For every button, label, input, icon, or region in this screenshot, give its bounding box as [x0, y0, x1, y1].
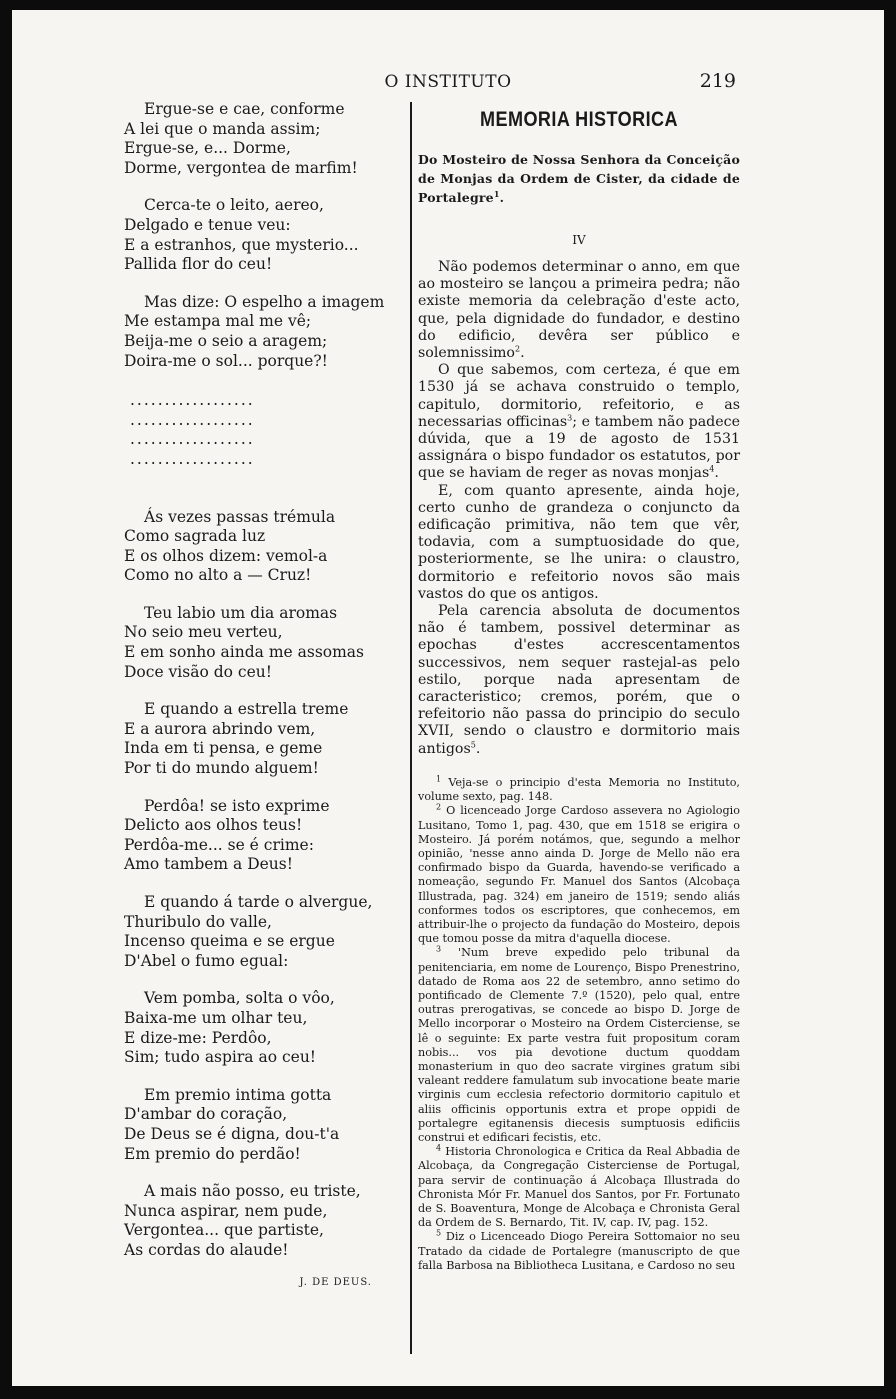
poem-verse: Teu labio um dia aromas	[144, 603, 338, 622]
poem-verse: De Deus se é digna, dou-t'a	[124, 1124, 340, 1143]
poem-verse: Perdôa! se isto exprime	[144, 796, 330, 815]
footnote-number: 3	[436, 944, 442, 954]
poem-verse: E os olhos dizem: vemol-a	[124, 546, 328, 565]
paragraph-text-tail: .	[520, 345, 525, 362]
poem-verse: Como sagrada luz	[124, 527, 266, 546]
poem-verse: Ás vezes passas trémula	[144, 507, 336, 526]
poem-verse: D'ambar do coração,	[124, 1105, 288, 1124]
poem-verse: Incenso queima e se ergue	[124, 932, 335, 951]
poem-stanza	[124, 293, 386, 371]
page	[12, 10, 884, 1386]
footnote-text: Diz o Licenceado Diogo Pereira Sottomaior no seu Tratado da cidade de Portalegre (manuscripto de que falla Barbosa na Bibliotheca Lusitana, e Cardoso no seu	[418, 1230, 740, 1272]
poem-verse: E dize-me: Perdôo,	[124, 1028, 272, 1047]
poem-verse: Como no alto a — Cruz!	[124, 566, 312, 585]
poem-verse: E em sonho ainda me assomas	[124, 643, 364, 662]
poem-verse: E quando á tarde o alvergue,	[144, 893, 373, 911]
poem-verse: Ergue-se e cae, conforme	[144, 100, 345, 118]
poem-stanza	[124, 196, 386, 274]
dotted-line: ..................	[130, 449, 255, 468]
section-number: IV	[572, 233, 586, 247]
footnotes	[418, 776, 740, 1273]
footnote-text: 'Num breve expedido pelo tribunal da penitenciaria, em nome de Lourenço, Bispo Prenestrino, datado de Roma aos 22 de setembro, anno setimo do pontificado de Clemente 7.º (1520), pelo qual, entre outras prerogativas, se concede ao bispo D. Jorge de Mello incorporar o Mosteiro na Ordem Cisterciense, se lê o seguinte: Ex parte vestra fuit propositum coram nobis... vos pia devotione ductum quoddam monasterium in quo deo sacrate virgines gratum sibi valeant reddere famulatum sub invocatione beate marie virginis cum ecclesia refectorio dormitorio capitulo et aliis officinis opportunis extra et prope oppidi de portalegre egitanensis diecesis sumptuosis edificiis construi et edificari fecistis, etc.	[418, 946, 740, 1144]
poem-stanza	[124, 989, 386, 1067]
poem-verse: Cerca-te o leito, aereo,	[144, 196, 324, 215]
paragraph-text: Pela carencia absoluta de documentos não é tambem, possivel determinar as epochas d'estes accrescentamentos successivos, nem sequer rastejal-as pelo estilo, porque nada apresentam de caracteristico; cremos, porém, que o refeitorio não passa do principio do seculo XVII, sendo o claustro e dormitorio mais antigos	[418, 603, 740, 757]
footnote-number: 5	[436, 1228, 442, 1238]
poem-verse: As cordas do alaude!	[124, 1240, 289, 1259]
footnote-ref: 1	[493, 188, 500, 199]
paragraph-text: E, com quanto apresente, ainda hoje, certo cunho de grandeza o conjuncto da edificação primitiva, não tem que vêr, todavia, com a sumptuosidade do que, posteriormente, se lhe unira: o claustro, dormitorio e refeitorio novos são mais vastos do que os antigos.	[418, 482, 740, 602]
poem-stanza	[124, 797, 386, 875]
poem-verse: E quando a estrella treme	[144, 700, 349, 719]
body-paragraph	[418, 603, 740, 758]
body-paragraph	[418, 483, 740, 603]
footnote-ref: 4	[709, 464, 715, 474]
footnote-number: 1	[436, 774, 442, 784]
poem-verse: Em premio do perdão!	[124, 1144, 301, 1163]
poem-stanza	[124, 1182, 386, 1260]
poem-stanza	[124, 700, 386, 778]
poem-verse: E a estranhos, que mysterio...	[124, 235, 359, 254]
poem-verse: Vem pomba, solta o vôo,	[144, 989, 335, 1008]
poem-stanza	[124, 508, 386, 586]
column-divider	[410, 102, 412, 1354]
poem-verse: Baixa-me um olhar teu,	[124, 1008, 308, 1027]
poem-verse: Dorme, vergontea de marfim!	[124, 158, 358, 177]
poem-verse: No seio meu verteu,	[124, 623, 283, 642]
paragraph-text-tail: .	[714, 465, 719, 482]
article-subtitle-text: Do Mosteiro de Nossa Senhora da Conceição de Monjas da Ordem de Cister, da cidade de Portalegre	[418, 152, 740, 205]
body-paragraph	[418, 259, 740, 362]
article-subtitle: Do Mosteiro de Nossa Senhora da Conceição de Monjas da Ordem de Cister, da cidade de Portalegre$^1$.	[418, 152, 740, 205]
poem-stanza	[124, 604, 386, 682]
poem-stanza	[124, 893, 386, 971]
footnote-text: Historia Chronologica e Critica da Real Abbadia de Alcobaça, da Congregação Cisterciense de Portugal, para servir de continuação á Alcobaça Illustrada do Chronista Mór Fr. Manuel dos Santos, por Fr. Fortunato de S. Boaventura, Monge de Alcobaça e Chronista Geral da Ordem de S. Bernardo, Tit. IV, cap. IV, pag. 152.	[418, 1145, 740, 1230]
footnote	[418, 1145, 740, 1230]
footnote-number: 2	[436, 802, 442, 812]
paragraph-text-tail: ; e tambem não padece dúvida, que a 19 de agosto de 1531 assignára o bispo fundador os estatutos, por que se haviam de reger as novas monjas	[418, 413, 741, 482]
poem-verse: A mais não posso, eu triste,	[144, 1182, 361, 1201]
poem-column	[124, 100, 386, 1288]
poem-verse: E a aurora abrindo vem,	[124, 719, 316, 738]
poem-verse: Pallida flor do ceu!	[124, 255, 273, 274]
footnote	[418, 1230, 740, 1273]
poem-verse: Inda em ti pensa, e geme	[124, 739, 323, 758]
poem-verse: A lei que o manda assim;	[124, 119, 321, 138]
paragraph-text-tail: .	[475, 740, 481, 757]
poem-verse: Delgado e tenue veu:	[124, 215, 291, 234]
poem-verse: Beija-me o seio a aragem;	[124, 331, 328, 350]
poem-verse: Vergontea... que partiste,	[124, 1221, 324, 1240]
footnote-ref: 5	[470, 739, 476, 749]
poem-verse: Doira-me o sol... porque?!	[124, 351, 328, 370]
article-title: MEMORIA HISTORICA	[480, 108, 678, 131]
dotted-line: ..................	[130, 410, 255, 429]
footnote	[418, 946, 740, 1145]
poem-verse: Delicto aos olhos teus!	[124, 816, 303, 835]
footnote	[418, 776, 740, 804]
footnote-ref: 3	[567, 413, 573, 423]
poem-verse: Ergue-se, e... Dorme,	[124, 139, 291, 158]
body-paragraph	[418, 362, 740, 482]
poem-verse: Me estampa mal me vê;	[124, 312, 312, 331]
ellipsis-stanza	[130, 391, 386, 469]
footnote-text: O licenceado Jorge Cardoso assevera no Agiologio Lusitano, Tomo 1, pag. 430, que em 1518 se erigira o Mosteiro. Já porém notámos, que, segundo a melhor opinião, 'nesse anno ainda D. Jorge de Mello não era confirmado bispo da Guarda, havendo-se verificado a nomeação, segundo Fr. Manuel dos Santos (Alcobaça Illustrada, pag. 324) em janeiro de 1519; sendo aliás conformes todos os escriptores, que conhecemos, em attribuir-lhe o projecto da fundação do Mosteiro, depois que tomou posse da mitra d'aquella diocese.	[418, 804, 741, 946]
poem-verse: Sim; tudo aspira ao ceu!	[124, 1048, 317, 1067]
footnote-text: Veja-se o principio d'esta Memoria no Instituto, volume sexto, pag. 148.	[418, 775, 740, 804]
poem-verse: Perdôa-me... se é crime:	[124, 835, 314, 854]
poem-verse: Thuribulo do valle,	[124, 912, 272, 931]
footnote-ref: 2	[514, 344, 521, 354]
poem-verse: Por ti do mundo alguem!	[124, 759, 319, 778]
poem-verse: Nunca aspirar, nem pude,	[124, 1201, 328, 1220]
poem-stanza	[124, 100, 386, 178]
footnote-number: 4	[436, 1143, 442, 1153]
paragraph-text: O que sabemos, com certeza, é que em 1530 já se achava construido o templo, capitulo, dormitorio, refeitorio, e as necessarias officinas	[418, 362, 740, 430]
paragraph-text: Não podemos determinar o anno, em que ao mosteiro se lançou a primeira pedra; não existe memoria da celebração d'este acto, que, pela dignidade do fundador, e destino do edificio, devêra ser público e solemnissimo	[418, 259, 740, 362]
poem-verse: Doce visão do ceu!	[124, 662, 272, 681]
running-header-title: O INSTITUTO	[384, 72, 512, 92]
poem-verse: Mas dize: O espelho a imagem	[144, 292, 385, 311]
poem-verse: D'Abel o fumo egual:	[124, 951, 289, 970]
footnote	[418, 804, 740, 946]
page-number: 219	[699, 70, 736, 92]
poem-verse: Amo tambem a Deus!	[124, 855, 293, 874]
poem-verse: Em premio intima gotta	[144, 1085, 332, 1104]
poem-stanza	[124, 1086, 386, 1164]
dotted-line: ..................	[130, 430, 255, 449]
poem-signature: J. DE DEUS.	[299, 1276, 372, 1288]
dotted-line: ..................	[130, 391, 255, 410]
memoria-column	[418, 106, 740, 1273]
